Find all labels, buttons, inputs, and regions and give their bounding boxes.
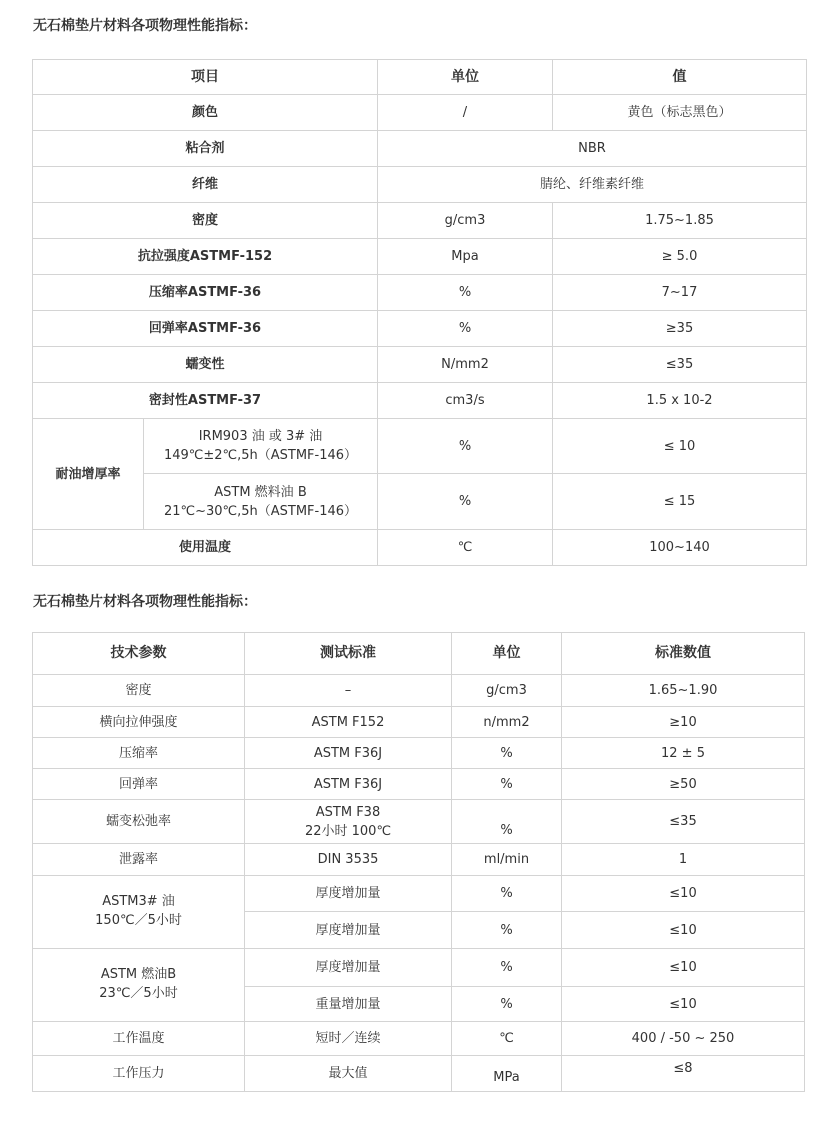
table-row [33,844,805,876]
oil-group-line2: 150℃／5小时 [95,913,182,928]
row-name: 压缩率ASTMF-36 [33,275,378,311]
table-row [33,419,807,474]
row-standard: – [245,675,452,707]
table-row [33,769,805,800]
row-unit: n/mm2 [452,707,562,738]
properties-table-1 [32,59,807,566]
table-header-row [33,633,805,675]
row-value: 7~17 [553,275,807,311]
oil-condition [144,474,378,530]
row-param: 回弹率 [33,769,245,800]
row-param: 泄露率 [33,844,245,876]
row-unit: / [378,95,553,131]
row-param: 密度 [33,675,245,707]
header-unit: 单位 [378,60,553,95]
row-value: ≤10 [562,949,805,987]
table-row [33,707,805,738]
row-unit: ml/min [452,844,562,876]
row-standard: ASTM F36J [245,769,452,800]
row-unit: ℃ [452,1022,562,1056]
row-standard: 厚度增加量 [245,876,452,912]
section1-title: 无石棉垫片材料各项物理性能指标： [33,18,257,34]
standard-line1: ASTM F38 [315,804,381,820]
oil-swelling-label: 耐油增厚率 [33,419,144,530]
row-unit: g/cm3 [452,675,562,707]
row-param: 工作压力 [33,1056,245,1092]
oil-condition-line2: 21℃~30℃,5h（ASTMF-146） [163,503,358,519]
table-row [33,675,805,707]
row-unit: cm3/s [378,383,553,419]
header-value: 值 [553,60,807,95]
row-standard: ASTM F36J [245,738,452,769]
row-unit: N/mm2 [378,347,553,383]
header-item: 项目 [33,60,378,95]
table-row [33,167,807,203]
table-row [33,131,807,167]
table-row [33,949,805,987]
table-row [33,383,807,419]
table-row [33,311,807,347]
table-row [33,1022,805,1056]
row-name: 颜色 [33,95,378,131]
table-row [33,1056,805,1092]
row-value: 1.65~1.90 [562,675,805,707]
row-unit: % [452,949,562,987]
row-name: 密封性ASTMF-37 [33,383,378,419]
table-row [33,203,807,239]
row-unit: % [452,876,562,912]
row-value: 1 [562,844,805,876]
fuel-group-label [33,949,245,1022]
row-standard: 短时／连续 [245,1022,452,1056]
row-unit: g/cm3 [378,203,553,239]
row-merged-value: NBR [378,131,807,167]
oil-group-label [33,876,245,949]
row-value: ≤8 [562,1056,805,1092]
row-unit: % [378,311,553,347]
row-unit: % [452,738,562,769]
row-standard: 最大值 [245,1056,452,1092]
properties-table-2 [32,632,805,1092]
standard-line2: 22小时 100℃ [304,823,392,839]
oil-condition-line1: ASTM 燃料油 B [214,484,307,500]
row-value: 1.5 x 10-2 [553,383,807,419]
header-value: 标准数值 [562,633,805,675]
row-value: 黄色（标志黑色） [553,95,807,131]
header-unit: 单位 [452,633,562,675]
table-header-row [33,60,807,95]
table-row [33,347,807,383]
header-standard: 测试标准 [245,633,452,675]
row-param: 压缩率 [33,738,245,769]
row-value: 100~140 [553,530,807,566]
row-unit: MPa [452,1056,562,1092]
row-value: ≤10 [562,912,805,949]
row-unit: % [452,912,562,949]
row-value: ≤ 15 [553,474,807,530]
row-unit: % [378,275,553,311]
row-param: 工作温度 [33,1022,245,1056]
row-unit: % [452,987,562,1022]
section2-title: 无石棉垫片材料各项物理性能指标： [33,594,257,610]
row-unit: % [378,419,553,474]
table-row [33,275,807,311]
oil-group-line1: ASTM3# 油 [102,894,175,909]
table-row [33,738,805,769]
row-standard: 厚度增加量 [245,949,452,987]
row-unit: % [452,800,562,844]
table-row [33,530,807,566]
table-row [33,800,805,844]
row-name: 密度 [33,203,378,239]
row-param: 横向拉伸强度 [33,707,245,738]
row-value: ≤10 [562,987,805,1022]
row-value: ≥35 [553,311,807,347]
row-value: ≥10 [562,707,805,738]
table-row [33,876,805,912]
row-unit: % [452,769,562,800]
header-param: 技术参数 [33,633,245,675]
oil-condition-line2: 149℃±2℃,5h（ASTMF-146） [163,448,358,463]
row-value: ≥ 5.0 [553,239,807,275]
fuel-group-line1: ASTM 燃油B [100,967,177,982]
fuel-group-line2: 23℃／5小时 [99,986,178,1001]
table-row [33,95,807,131]
row-name: 回弹率ASTMF-36 [33,311,378,347]
row-unit: ℃ [378,530,553,566]
row-standard [245,800,452,844]
oil-condition-line1: IRM903 油 或 3# 油 [198,429,323,444]
row-value: 400 / -50 ~ 250 [562,1022,805,1056]
row-standard: 厚度增加量 [245,912,452,949]
row-name: 纤维 [33,167,378,203]
row-value: 12 ± 5 [562,738,805,769]
row-name: 粘合剂 [33,131,378,167]
row-value: ≤ 10 [553,419,807,474]
row-value: 1.75~1.85 [553,203,807,239]
row-merged-value: 腈纶、纤维素纤维 [378,167,807,203]
row-param: 蠕变松弛率 [33,800,245,844]
row-unit: Mpa [378,239,553,275]
table-row [33,239,807,275]
row-standard: DIN 3535 [245,844,452,876]
row-value: ≤35 [553,347,807,383]
row-name: 抗拉强度ASTMF-152 [33,239,378,275]
table-row [33,474,807,530]
row-unit: % [378,474,553,530]
row-value: ≥50 [562,769,805,800]
row-value: ≤35 [562,800,805,844]
row-name: 蠕变性 [33,347,378,383]
row-standard: ASTM F152 [245,707,452,738]
row-value: ≤10 [562,876,805,912]
oil-condition [144,419,378,474]
row-name: 使用温度 [33,530,378,566]
row-standard: 重量增加量 [245,987,452,1022]
